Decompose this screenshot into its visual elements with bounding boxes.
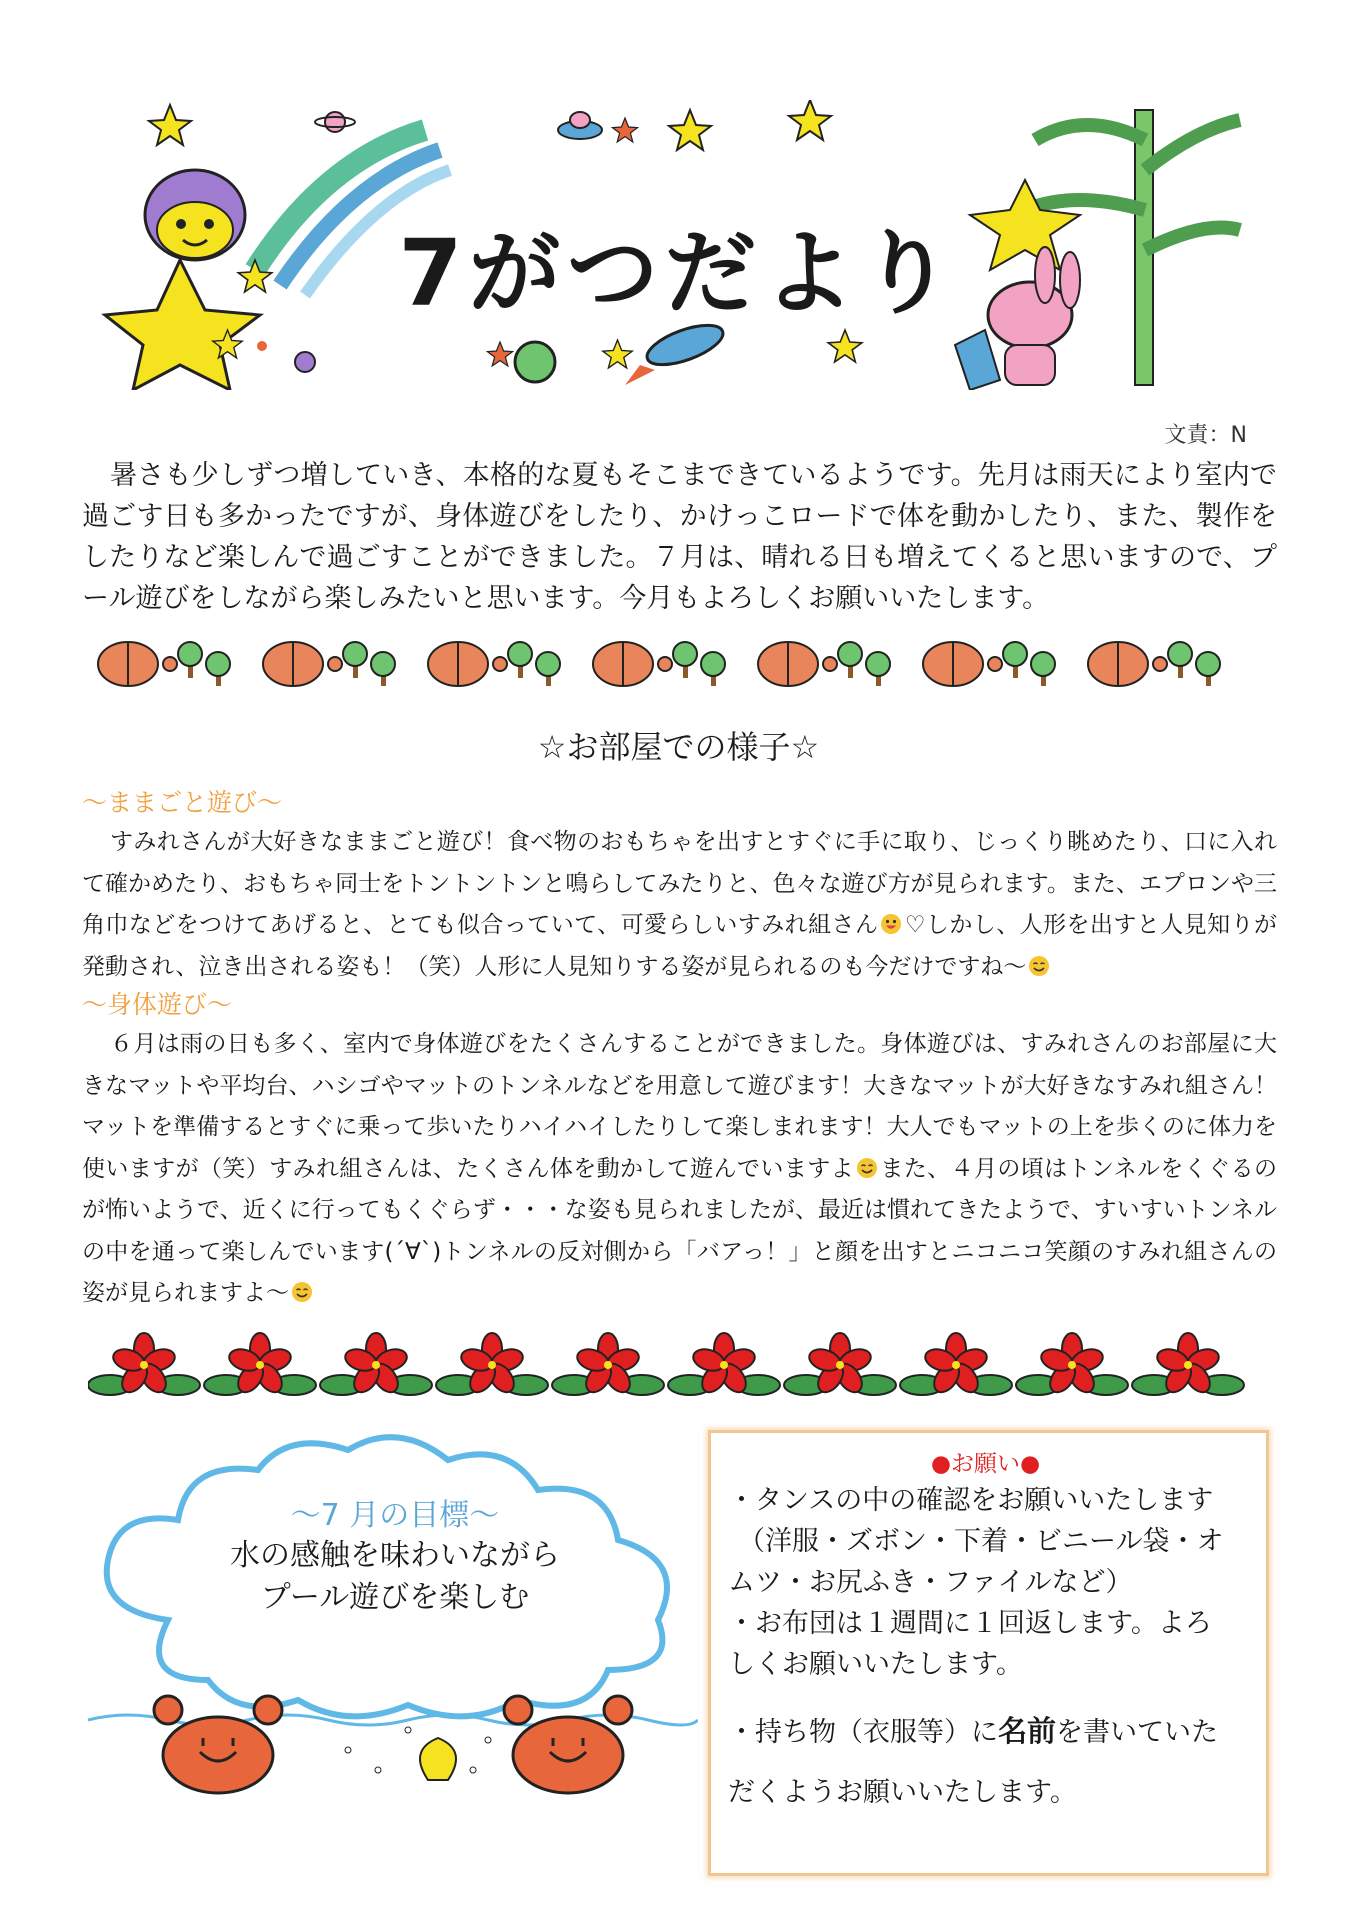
karada-paragraph — [82, 1024, 1277, 1315]
room-section-title: ☆お部屋での様子☆ — [537, 728, 820, 766]
request-item-2-b: しくお願いいたします。 — [728, 1649, 1023, 1680]
mamagoto-text-b: ♡しかし、人形を出すと人見知りが発動され、泣き出される姿も！（笑）人形に人見知りする姿が見られるのも今だけですね～ — [82, 912, 1277, 980]
mamagoto-paragraph — [82, 822, 1277, 988]
author-note: 文責：N — [1164, 423, 1247, 448]
goal-line-2: プール遊びを楽しむ — [260, 1580, 530, 1615]
goal-text — [200, 1535, 590, 1619]
request-item-1-detail-b: ムツ・お尻ふき・ファイルなど） — [728, 1567, 1133, 1598]
request-item-2-a: ・お布団は１週間に１回返します。よろ — [728, 1608, 1212, 1639]
smile-emoji-icon — [291, 1281, 313, 1303]
mamagoto-heading: ～ままごと遊び～ — [82, 788, 283, 817]
request-title: ●お願い● — [930, 1451, 1041, 1477]
grin-emoji-icon — [880, 913, 902, 935]
request-item-1: ・タンスの中の確認をお願いいたします — [728, 1485, 1214, 1516]
flower-border — [88, 1330, 1268, 1405]
request-item-3-post: を書いていた — [1056, 1717, 1219, 1748]
goal-title: ～7 月の目標～ — [290, 1498, 500, 1533]
request-item-3-pre: ・持ち物（衣服等）に — [728, 1717, 998, 1748]
karada-heading: ～身体遊び～ — [82, 990, 233, 1019]
request-item-3-a — [728, 1711, 1248, 1753]
karada-text-a: ６月は雨の日も多く、室内で身体遊びをたくさんすることができました。身体遊びは、すみれさんのお部屋に大きなマットや平均台、ハシゴやマットのトンネルなどを用意して遊びます！大きなマットが大好きなすみれ組さん！マットを準備するとすぐに乗って歩いたりハイハイしたりして楽しまれます！大人でもマットの上を歩くのに体力を使いますが（笑）すみれ組さんは、たくさん体を動かして遊んでいますよ — [82, 1031, 1277, 1182]
page-title: 7がつだより — [398, 220, 959, 327]
beetle-border — [88, 634, 1268, 694]
smile-emoji-icon — [856, 1157, 878, 1179]
goal-line-1: 水の感触を味わいながら — [230, 1538, 560, 1573]
intro-paragraph: 暑さも少しずつ増していき、本格的な夏もそこまできているようです。先月は雨天により室内で過ごす日も多かったですが、身体遊びをしたり、かけっこロードで体を動かしたり、また、製作をしたりなど楽しんで過ごすことができました。７月は、晴れる日も増えてくると思いますので、プール遊びをしながら楽しみたいと思います。今月もよろしくお願いいたします。 — [82, 460, 1277, 614]
mamagoto-text-a: すみれさんが大好きなままごと遊び！食べ物のおもちゃを出すとすぐに手に取り、じっくり眺めたり、口に入れて確かめたり、おもちゃ同士をトントントンと鳴らしてみたりと、色々な遊び方が見られます。また、エプロンや三角巾などをつけてあげると、とても似合っていて、可愛らしいすみれ組さん — [82, 829, 1277, 938]
request-item-3-b: だくようお願いいたします。 — [728, 1777, 1077, 1808]
request-item-3-bold: 名前 — [998, 1714, 1057, 1748]
request-item-1-detail-a: （洋服・ズボン・下着・ビニール袋・オ — [738, 1526, 1224, 1557]
smile-emoji-icon — [1028, 955, 1050, 977]
karada-text-b: また、４月の頃はトンネルをくぐるのが怖いようで、近くに行ってもくぐらず・・・な姿も見られましたが、最近は慣れてきたようで、すいすいトンネルの中を通って楽しんでいます(´∀`)トンネルの反対側から「バアっ！」と顔を出すとニコニコ笑顔のすみれ組さんの姿が見られますよ～ — [82, 1155, 1278, 1306]
